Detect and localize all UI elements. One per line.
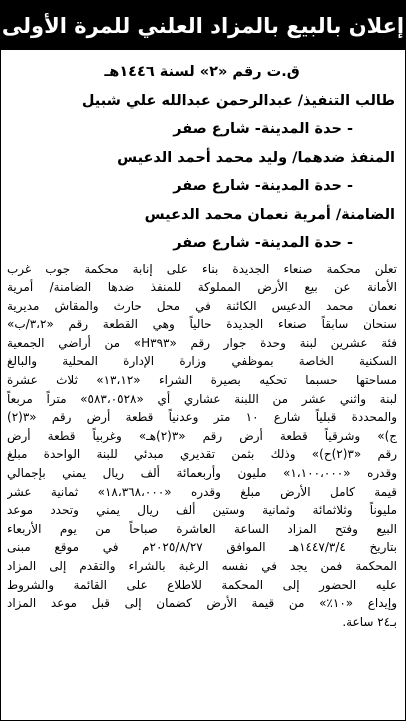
case-number: ق.ت رقم «٢» لسنة ١٤٤٦هـ (104, 64, 300, 80)
body-line: لبنة واثني عشر من اللبنة عشاري أي «٥٨٣،٠٥٢٨» متراً مربعاً (7, 391, 397, 406)
body-line-final: بـ٢٤ ساعة. (342, 614, 397, 629)
body-line: رقم «٣(٢)ح)» وذلك بثمن تقديري مبدئي للبنة الواحدة مبلغ (7, 447, 397, 462)
body-line: السكنية الخاصة بموظفي وزارة الإدارة المحلية والبالغ (7, 354, 397, 369)
body-line: والمحددة قبلياً شارع ١٠ متر وعدنياً قطعة أرض رقم «٣(٢) (7, 410, 397, 425)
body-line: ج)» وشرقياً قطعة أرض رقم «٣(٢)هـ» وغربياً قطعة أرض (7, 428, 397, 443)
parties-block (1, 50, 405, 258)
body-line: وإيداع «١٠٪» من قيمة الأرض كضمان إلى قبل موعد المزاد (7, 596, 397, 611)
body-line: البيع وفتح المزاد الساعة العاشرة صباحاً من يوم الأربعاء (7, 521, 397, 536)
guarantor-address: - حدة المدينة- شارع صفر (173, 235, 353, 251)
body-line: وقدره «١،١٠٠،٠٠٠» مليون وأربعمائة ألف ريال يمني بإجمالي (7, 466, 397, 481)
defendants-address: - حدة المدينة- شارع صفر (173, 178, 353, 194)
body-line: قيمة كامل الأرض مبلغ وقدره «١٨،٣٦٨،٠٠٠» ثمانية عشر (7, 484, 397, 499)
body-line: عليه الحضور إلى المحكمة للاطلاع على القائمة والشروط (7, 577, 397, 592)
execution-requester: طالب التنفيذ/ عبدالرحمن عبدالله علي شبيل (81, 92, 395, 109)
notice-title: إعلان بالبيع بالمزاد العلني للمرة الأولى (1, 13, 405, 38)
body-line: سنحان سابقاً صنعاء الجديدة حالياً وهي القطعة رقم «٣،٢/ب» (7, 317, 397, 332)
body-line: تعلن محكمة صنعاء الجديدة بناء على إنابة محكمة جوب غرب (7, 261, 397, 276)
notice-title-bar (1, 1, 405, 50)
body-line: مليوناً وثلاثمائة وثمانية وستين ألف ريال يمني وتحدد موعد (7, 503, 397, 518)
body-line: بتاريخ ١٤٤٧/٣/٤هـ الموافق ٢٠٢٥/٨/٢٧م في موقع مبنى (7, 540, 397, 555)
body-line: فئة عشرين لبنة وحدة جوار رقم «H٣٩٣» من أراضي الجمعية (7, 335, 397, 350)
body-line: المحكمة فمن يجد في نفسه الرغبة بالشراء والتقدم إلى المزاد (7, 559, 397, 573)
defendants: المنفذ ضدهما/ وليد محمد أحمد الدعيس (117, 149, 395, 166)
guarantor: الضامنة/ أمرية نعمان محمد الدعيس (144, 206, 395, 223)
body-line: نعمان محمد الدعيس الكائنة في محل حارث والمقاش مديرية (7, 298, 397, 313)
notice-body (1, 260, 405, 632)
requester-address: - حدة المدينة- شارع صفر (173, 121, 353, 137)
body-line: الأمانة عن بيع الأرض المملوكة للمنفذ ضدها الضامنة/ أمرية (7, 280, 397, 295)
body-line: مساحتها حسبما تحكيه بصيرة الشراء «١٣،١٢» ثلاث عشرة (7, 373, 397, 388)
